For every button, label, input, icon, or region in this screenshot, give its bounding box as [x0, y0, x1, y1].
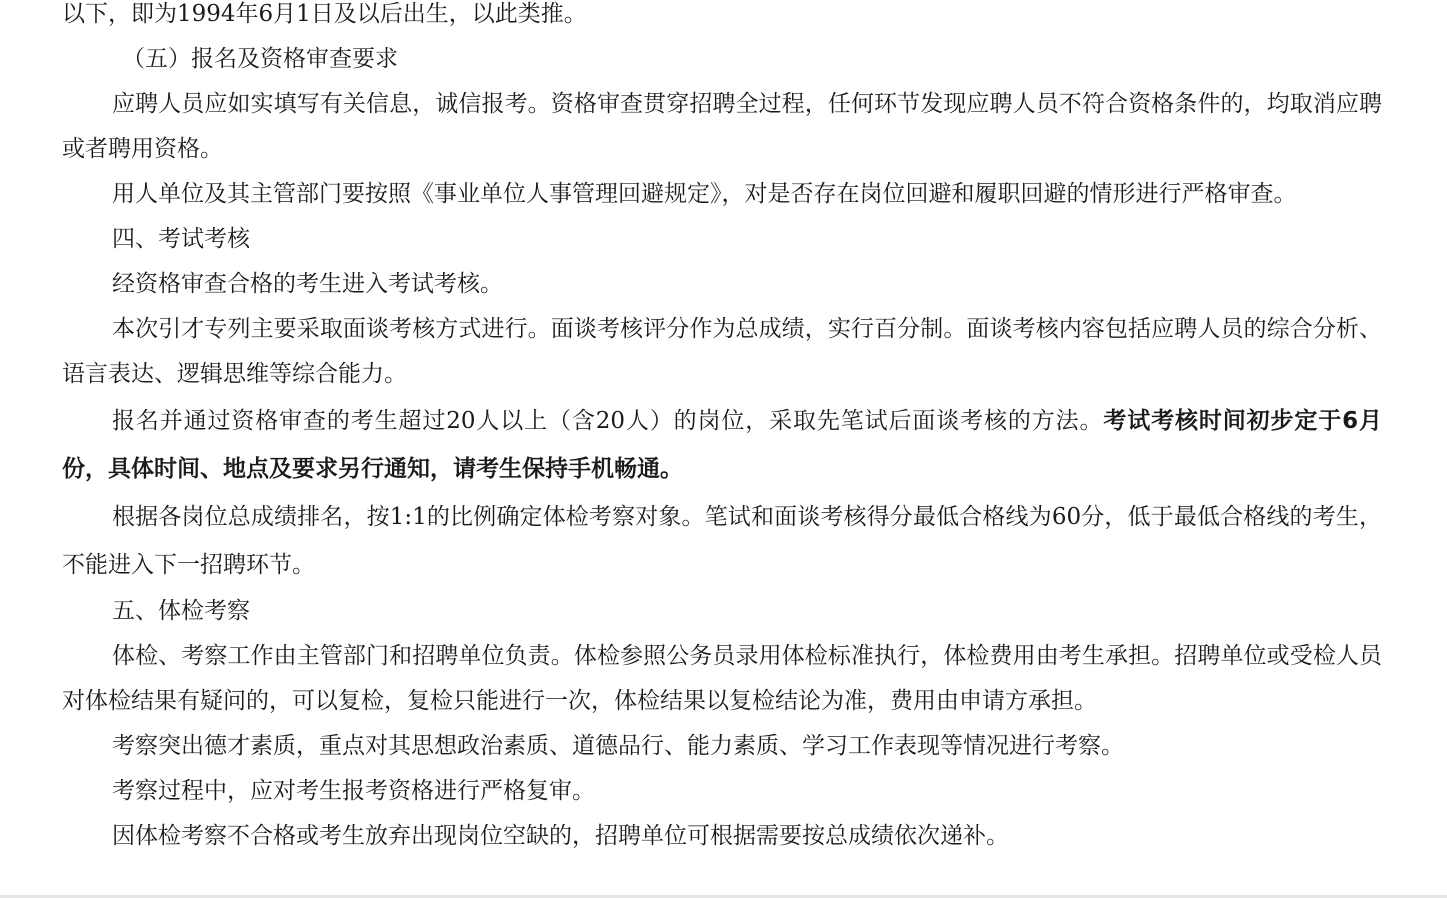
paragraph-honest-registration: 应聘人员应如实填写有关信息，诚信报考。资格审查贯穿招聘全过程，任何环节发现应聘人员不符合资格条件的，均取消应聘或者聘用资格。 — [62, 91, 1382, 162]
paragraph-interview-method: 本次引才专列主要采取面谈考核方式进行。面谈考核评分作为总成绩，实行百分制。面谈考核内容包括应聘人员的综合分析、语言表达、逻辑思维等综合能力。 — [62, 316, 1382, 387]
heading-exam-assessment: 四、考试考核 — [112, 226, 250, 252]
paragraph-written-test — [62, 397, 1382, 493]
paragraph-medical-exam: 体检、考察工作由主管部门和招聘单位负责。体检参照公务员录用体检标准执行，体检费用由考生承担。招聘单位或受检人员对体检结果有疑问的，可以复检，复检只能进行一次，体检结果以复检结论为准，费用由申请方承担。 — [62, 643, 1382, 714]
heading-medical-inspection: 五、体检考察 — [112, 598, 250, 624]
document-body — [62, 0, 1382, 859]
paragraph-birthdate-rule: 以下，即为1994年6月1日及以后出生，以此类推。 — [62, 1, 587, 27]
paragraph-avoidance-rule: 用人单位及其主管部门要按照《事业单位人事管理回避规定》，对是否存在岗位回避和履职回避的情形进行严格审查。 — [112, 181, 1297, 207]
paragraph-ranking-rule: 根据各岗位总成绩排名，按1:1的比例确定体检考察对象。笔试和面谈考核得分最低合格线为60分，低于最低合格线的考生，不能进入下一招聘环节。 — [62, 504, 1382, 578]
heading-registration-review: （五）报名及资格审查要求 — [122, 46, 398, 72]
paragraph-qualification-recheck: 考察过程中，应对考生报考资格进行严格复审。 — [112, 778, 595, 804]
paragraph-vacancy-fill: 因体检考察不合格或考生放弃出现岗位空缺的，招聘单位可根据需要按总成绩依次递补。 — [112, 823, 1009, 849]
paragraph-inspection-focus: 考察突出德才素质，重点对其思想政治素质、道德品行、能力素质、学习工作表现等情况进行考察。 — [112, 733, 1124, 759]
written-test-text: 报名并通过资格审查的考生超过20人以上（含20人）的岗位，采取先笔试后面谈考核的方法。 — [112, 408, 1104, 434]
paragraph-exam-entry: 经资格审查合格的考生进入考试考核。 — [112, 271, 503, 297]
exam-time-notice: 考试考核时间初步定于6月份，具体时间、地点及要求另行通知，请考生保持手机畅通。 — [62, 408, 1382, 482]
